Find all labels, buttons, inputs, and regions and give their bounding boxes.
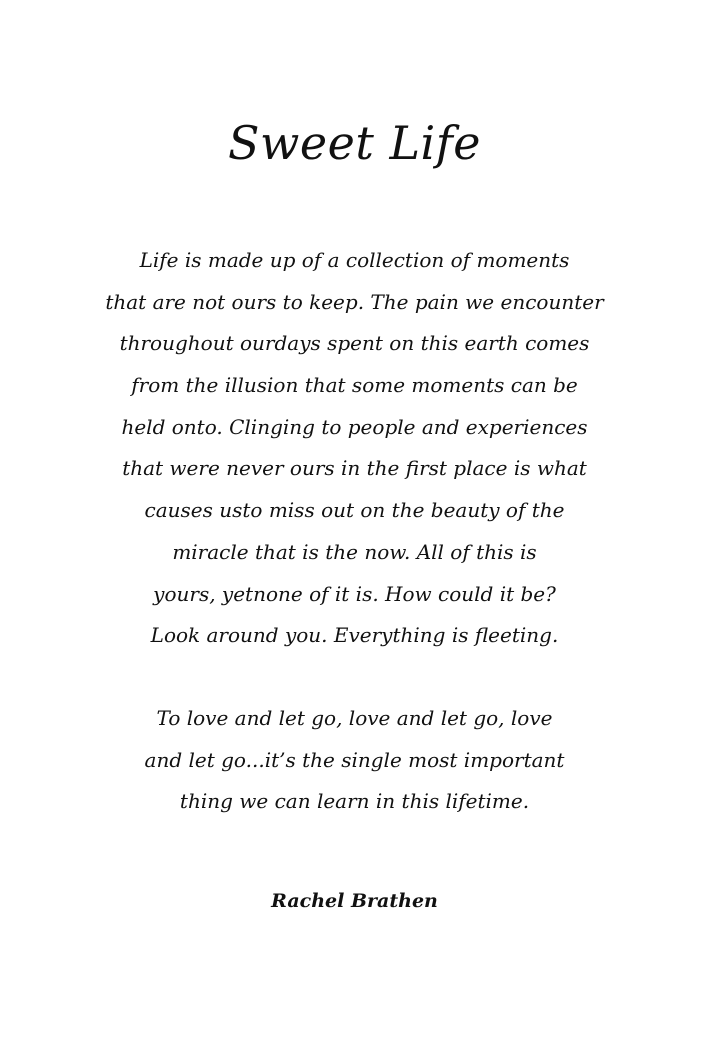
poem-line: To love and let go, love and let go, love <box>156 706 553 730</box>
poem-title: Sweet Life <box>228 116 481 170</box>
poem-line: and let go...it’s the single most important <box>144 747 565 772</box>
poem-line: miracle that is the now. All of this is <box>172 539 537 564</box>
poem-line: causes usto miss out on the beauty of the <box>144 498 565 523</box>
poem-line: thing we can learn in this lifetime. <box>179 789 530 814</box>
poem-line: yours, yetnone of it is. How could it be? <box>153 581 556 606</box>
stanza-2 <box>0 698 709 823</box>
poem-line: that are not ours to keep. The pain we encounter <box>105 289 604 314</box>
poem-author: Rachel Brathen <box>271 890 438 912</box>
poem-line: Look around you. Everything is fleeting. <box>150 623 559 648</box>
poem-line: Life is made up of a collection of moments <box>139 248 570 272</box>
stanza-1 <box>0 240 709 657</box>
poem-line: that were never ours in the first place is what <box>122 456 587 481</box>
poem-line: held onto. Clinging to people and experiences <box>121 414 588 439</box>
poem-line: from the illusion that some moments can be <box>131 373 578 398</box>
poem-line: throughout ourdays spent on this earth comes <box>119 331 590 356</box>
